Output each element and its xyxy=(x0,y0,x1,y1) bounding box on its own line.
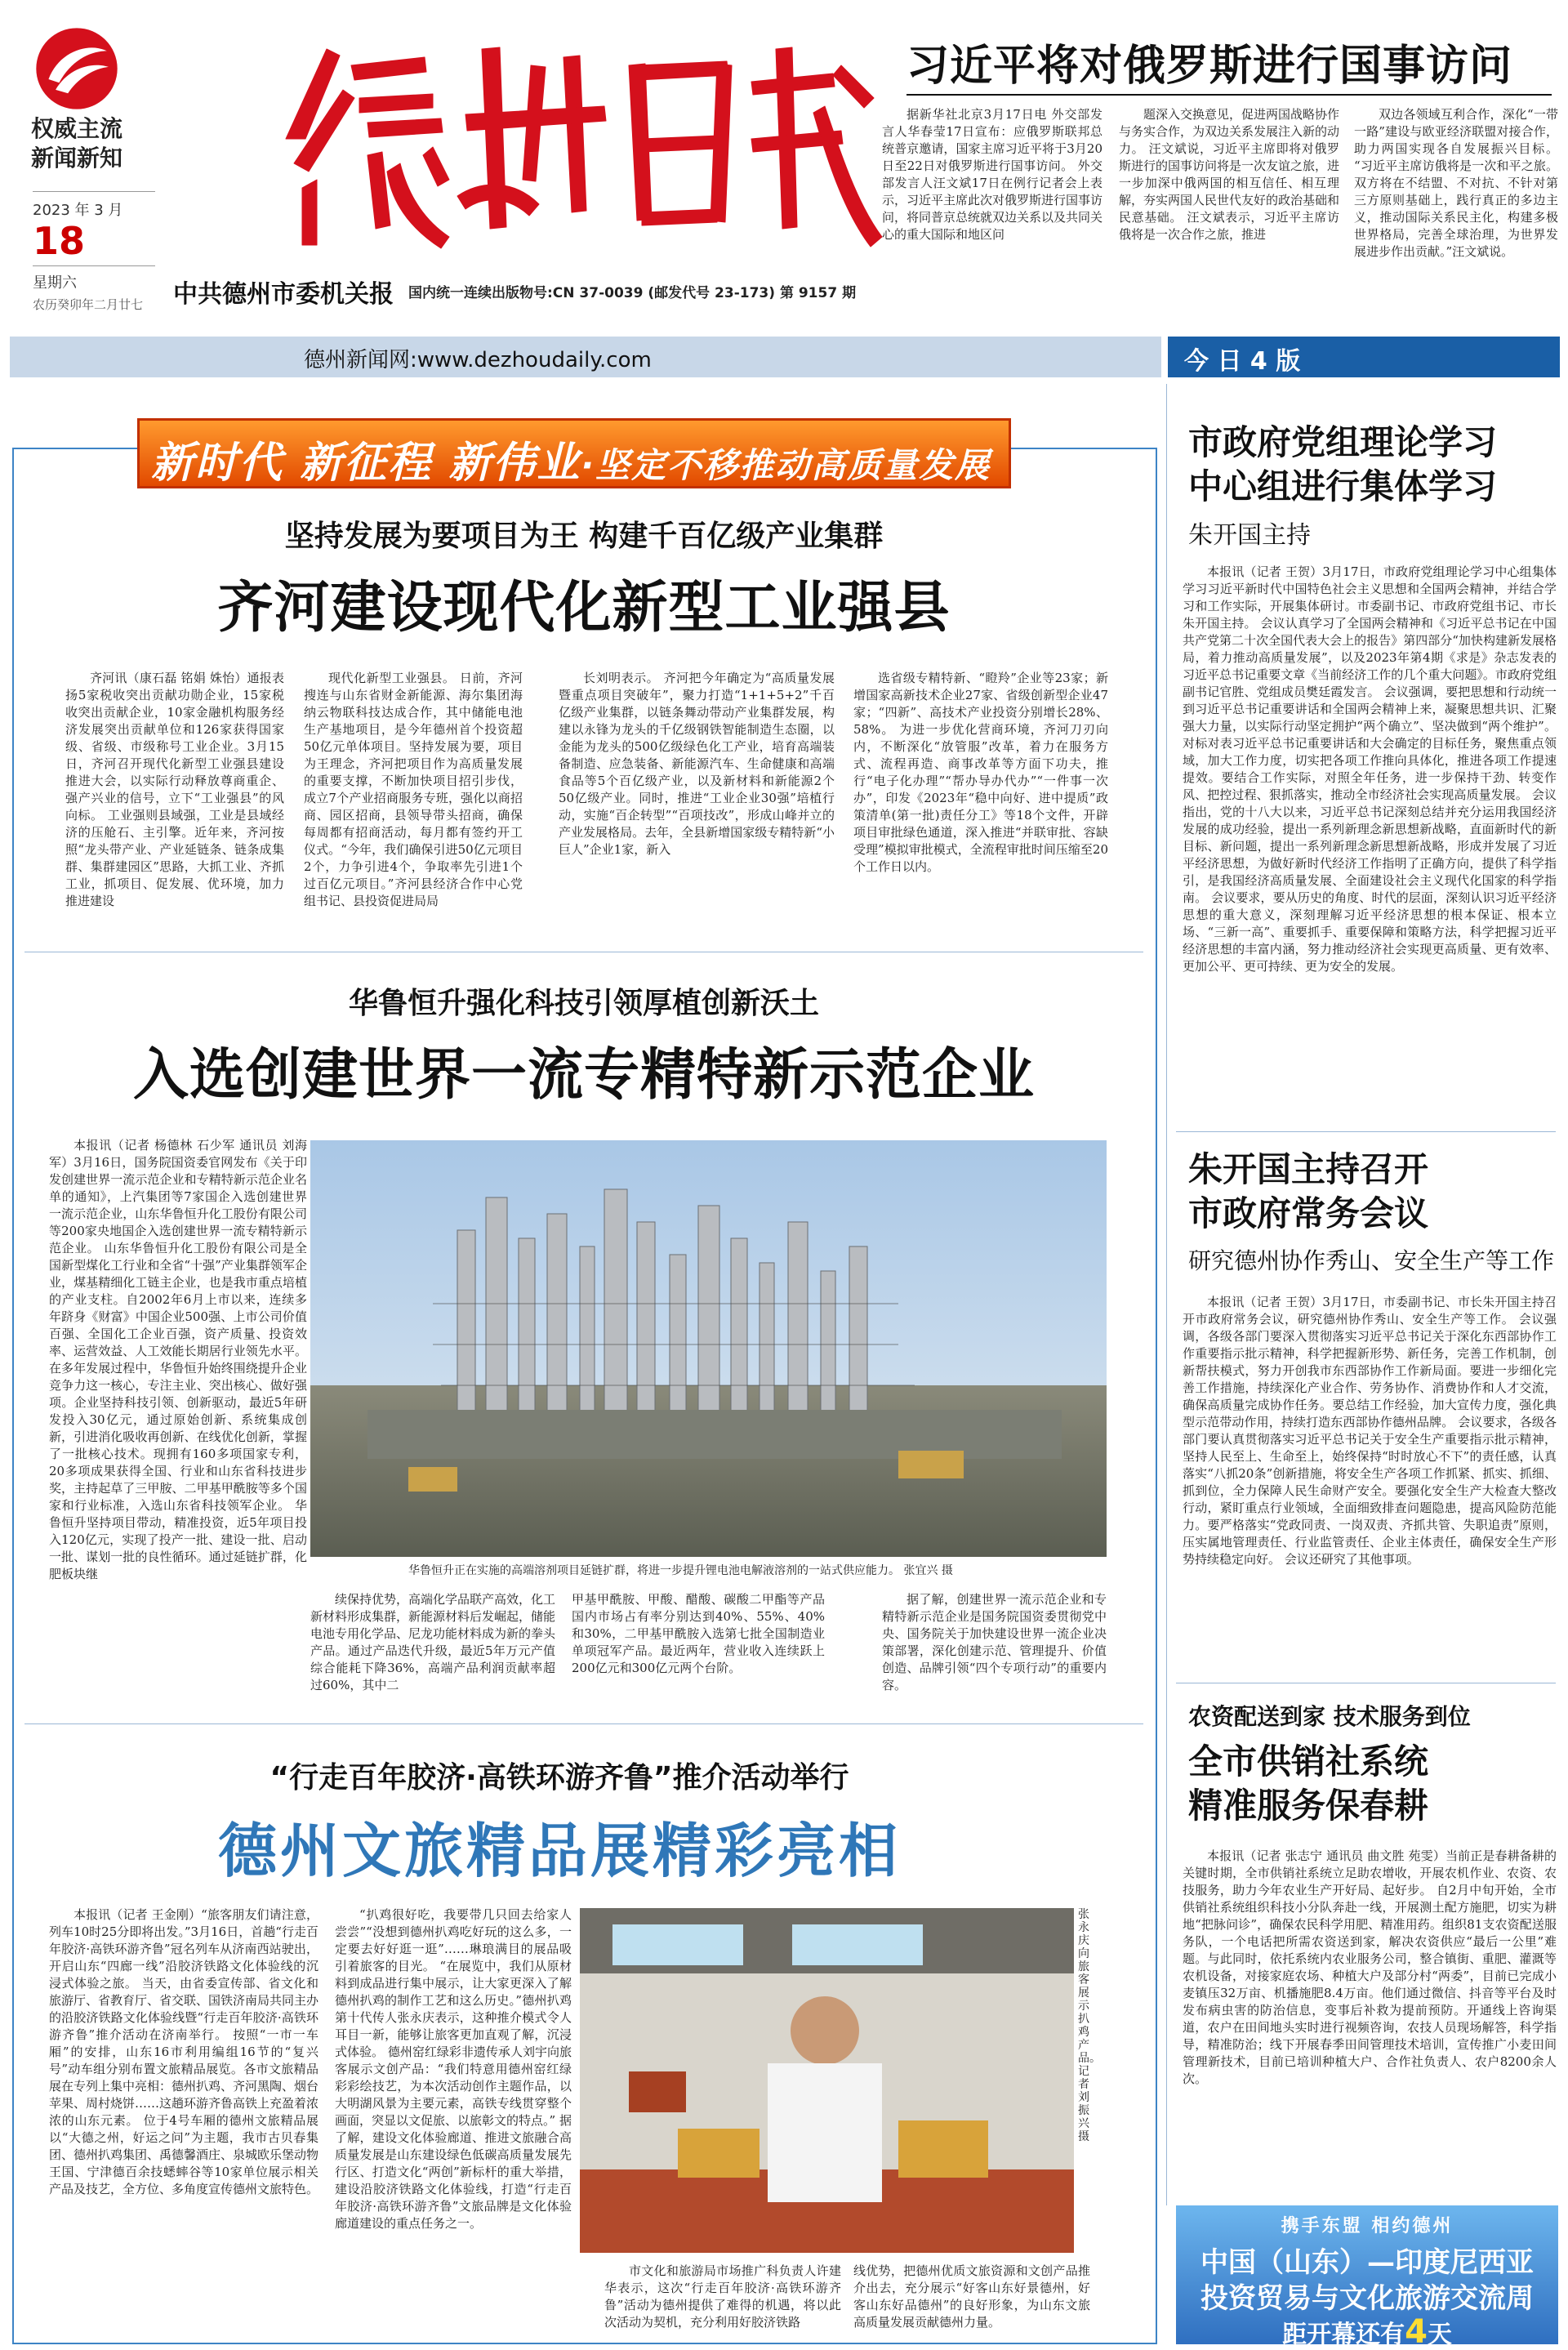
story3-headline: 德州文旅精品展精彩亮相 xyxy=(217,1817,901,1885)
r2-headline: 朱开国主持召开 市政府常务会议 xyxy=(1188,1149,1429,1233)
story2-col-3: 甲基甲酰胺、甲酸、醋酸、碳酸二甲酯等产品国内市场占有率分别达到40%、55%、40%和30%，二甲基甲酰胺入选第七批全国制造业单项冠军产品。最近两年，营业收入连续跃上200亿元和300亿元两个台阶。 xyxy=(572,1592,825,1675)
chemical-plant-photo xyxy=(310,1140,1107,1557)
r2-sub: 研究德州协作秀山、安全生产等工作 xyxy=(1188,1247,1555,1274)
issue-day: 18 xyxy=(33,220,155,266)
story1-col-2: 现代化新型工业强县。 日前，齐河搜连与山东省财金新能源、海尔集团海纳云物联科技达成合作，其中储能电池生产基地项目，是今年德州首个投资超50亿元单体项目。坚持发展为要，项目为王理念，齐河把项目作为高质量发展的重要支撑，不断加快项目招引步伐，成立7个产业招商服务专班，强化以商招商、园区招商，县领导带头招商，确保每周都有招商活动，每月都有签约开工仪式。“今年，我们确保引进50亿元项目2个，力争引进4个，争取率先引进1个过百亿元项目。”齐河县经济合作中心党组书记、县投资促进局局 xyxy=(304,671,523,908)
paper-issn: 国内统一连续出版物号:CN 37-0039 (邮发代号 23-173) 第 9157 期 xyxy=(408,285,857,301)
masthead-slogan: 权威主流 新闻新知 xyxy=(31,115,123,172)
top-story-col-2: 题深入交换意见，促进两国战略协作与务实合作，为双边关系发展注入新的动力。 汪文斌说，习近平主席即将对俄罗斯进行的国事访问将是一次友谊之旅，进一步加深中俄两国的相互信任、相互理解，夯实两国人民世代友好的政治基础和民意基础。 汪文斌表示，习近平主席访俄将是一次合作之旅，推进 xyxy=(1119,107,1339,242)
right-col-divider xyxy=(1166,384,1167,2205)
story2-headline: 入选创建世界一流专精特新示范企业 xyxy=(132,1043,1035,1108)
issue-date xyxy=(33,191,155,313)
ad-countdown: 距开幕还有4天 xyxy=(1282,2313,1452,2350)
story3-col-3: 市文化和旅游局市场推广科负责人许建华表示，这次“行走百年胶济·高铁环游齐鲁”活动为德州提供了难得的机遇，将以此次活动为契机，充分利用好胶济铁路 xyxy=(604,2263,841,2330)
paper-organ: 中共德州市委机关报 xyxy=(173,280,394,309)
ad-line-2: 中国（山东）—印度尼西亚 xyxy=(1200,2246,1534,2279)
r1-sub: 朱开国主持 xyxy=(1188,521,1311,550)
story3-col-4: 线优势，把德州优质文旅资源和文创产品推介出去，充分展示“好客山东好景德州，好客山东好品德州”的良好形象，为山东文旅高质量发展贡献德州力量。 xyxy=(853,2263,1090,2330)
story1-col-3: 长刘明表示。 齐河把今年确定为“高质量发展暨重点项目突破年”，聚力打造“1+1+5+2”千百亿级产业集群，以链条舞动带动产业集群发展，构建以永锋为龙头的千亿级钢铁智能制造生态圈，以金能为龙头的500亿级绿色化工产业，培育高端装备制造、应急装备、新能源汽车、生命健康和高端食品等5个百亿级产业，以及新材料和新能源2个50亿级产业。同时，推进“工业企业30强”培植行动，实施“百企转型”“百项技改”，形成山峰并立的产业发展格局。去年，全县新增国家级专精特新“小巨人”企业1家，新入 xyxy=(559,671,835,857)
r3-headline: 全市供销社系统 精准服务保春耕 xyxy=(1188,1741,1429,1826)
issue-lunar-date: 农历癸卯年二月廿七 xyxy=(33,297,144,312)
r3-body: 本报讯（记者 张志宁 通讯员 曲文胜 苑雯）当前正是春耕备耕的关键时期，全市供销社系统立足助农增收，开展农机作业、农资、农技服务，助力今年农业生产开好局、起好步。 自2月中旬开始，全市供销社系统组织科技小分队奔赴一线，开展测土配方施肥，切实为耕地“把脉问诊”，确保农民科学用肥、精准用药。组织81支农资配送服务队，一个电话把所需农资送到家，解决农资供应“最后一公里”难题。与此同时，依托系统内农业服务公司，整合镇街、重肥、灌溉等农机设备，对接家庭农场、种植大户及部分村“两委”，目前已完成小麦镇压32万亩、机播施肥8.4万亩。他们通过微信、抖音等平台及时发布病虫害的防治信息，变事后补救为提前预防。开通线上咨询渠道，农户在田间地头实时进行视频咨询，农技人员现场解答，科学指导，精准防治；线下开展春季田间管理技术培训，宣传推广小麦田间管理新技术，目前已培训种植大户、合作社负责人、农户8200余人次。 xyxy=(1183,1848,1557,2086)
story2-col-4: 据了解，创建世界一流示范企业和专精特新示范企业是国务院国资委贯彻党中央、国务院关于加快建设世界一流企业决策部署，深化创建示范、管理提升、价值创造、品牌引领“四个专项行动”的重要内容。 xyxy=(882,1592,1107,1692)
slogan-banner-text: 新时代 新征程 新伟业·坚定不移推动高质量发展 xyxy=(151,439,991,488)
today-pages-label: 今 日 4 版 xyxy=(1184,347,1301,376)
story3-col-1: 本报讯（记者 王金刚）“旅客朋友们请注意，列车10时25分即将出发。”3月16日，首趟“行走百年胶济·高铁环游齐鲁”冠名列车从济南西站驶出，开启山东“四廊一线”沿胶济铁路文化体验线的沉浸式体验之旅。 当天，由省委宣传部、省文化和旅游厅、省教育厅、省交联、国铁济南局共同主办的沿胶济铁路文化体验线暨“行走百年胶济·高铁环游齐鲁”推介活动在济南举行。 按照“一市一车厢”的安排，山东16市利用编组16节的“复兴号”动车组分别布置文旅精品展览。各市文旅精品展在专列上集中亮相：德州扒鸡、齐河黑陶、烟台苹果、周村烧饼……这趟环游齐鲁高铁上充盈着浓浓的山东元素。 位于4号车厢的德州文旅精品展以“大德之州，好运之问”为主题，我市古贝春集团、德州扒鸡集团、禹德馨酒庄、泉城欧乐堡动物王国、宁津德百余技蟋蟀谷等10家单位展示相关产品及技艺，全方位、多角度宣传德州文旅特色。 xyxy=(49,1907,318,2196)
ad-line-1: 携手东盟 相约德州 xyxy=(1281,2216,1454,2236)
r1-body: 本报讯（记者 王贺）3月17日，市政府党组理论学习中心组集体学习习近平新时代中国特色社会主义思想和全国两会精神，并结合学习和工作实际，开展集体研讨。市委副书记、市政府党组书记、市长朱开国主持。 会议认真学习了全国两会精神和《习近平总书记在中国共产党第二十次全国代表大会上的报告》第四部分“加快构建新发展格局，着力推动高质量发展”，以及2023年第4期《求是》杂志发表的习近平总书记重要文章《当前经济工作的几个重大问题》。市政府党组副书记官胜、党组成员樊廷霞发言。 会议强调，要把思想和行动统一到习近平总书记重要讲话和全国两会精神上来，凝聚思想共识、汇聚强大力量，以实际行动坚定拥护“两个确立”、坚决做到“两个维护”。对标对表习近平总书记重要讲话和大会确定的目标任务，聚焦重点领域，加大工作力度，切实把各项工作推向具体化，推进各项工作提速提效。要结合工作实际，对照全年任务，进一步保持干劲、转变作风、把控过程、狠抓落实，推动全市经济社会实现高质量发展。 会议指出，党的十八大以来，习近平总书记深刻总结并充分运用我国经济发展的成功经验，提出一系列新理念新思想新战略，直面新时代的新目标、新问题，提出一系列新理念新思想新战略，形成并发展了习近平经济思想，为做好新时代经济工作指明了正确方向，提供了科学指引，是我国经济高质量发展、全面建设社会主义现代化国家的科学指南。 会议要求，要从历史的角度、时代的层面，深刻认识习近平经济思想的重大意义，深刻理解习近平经济思想的根本保证、根本立场、“三新一高”、重要抓手、重要保障和策略方法，科学把握习近平经济思想的丰富内涵，努力推动经济社会实现更高质量、更有效率、更加公平、更可持续、更为安全的发展。 xyxy=(1183,564,1557,974)
top-story-rule xyxy=(906,94,1552,96)
top-story-headline: 习近平将对俄罗斯进行国事访问 xyxy=(906,42,1513,91)
website-link[interactable]: 德州新闻网:www.dezhoudaily.com xyxy=(304,348,652,372)
story1-kicker: 坚持发展为要项目为王 构建千百亿级产业集群 xyxy=(284,519,884,553)
top-story-col-1: 据新华社北京3月17日电 外交部发言人华春莹17日宣布：应俄罗斯联邦总统普京邀请，国家主席习近平将于3月20日至22日对俄罗斯进行国事访问。 外交部发言人汪文斌17日在例行记者会上表示，习近平主席此次对俄罗斯进行国事访问，将同普京总统就双边关系以及共同关心的重大国际和地区问 xyxy=(882,107,1102,242)
story3-kicker: “行走百年胶济·高铁环游齐鲁”推介活动举行 xyxy=(270,1761,849,1795)
r1-divider xyxy=(1176,1131,1556,1132)
top-story-col-3: 双边各领域互利合作，深化“一带一路”建设与欧亚经济联盟对接合作，助力两国实现各自发展振兴目标。 “习近平主席访俄将是一次和平之旅。双方将在不结盟、不对抗、不针对第三方原则基础上，践行真正的多边主义，推动国际关系民主化，构建多极世界格局，完善全球治理，为世界发展进步作出贡献。”汪文斌说。 xyxy=(1354,107,1558,259)
r1-headline: 市政府党组理论学习 中心组进行集体学习 xyxy=(1188,422,1498,506)
exhibition-photo xyxy=(580,1908,1074,2253)
plant-photo-caption: 华鲁恒升正在实施的高端溶剂项目延链扩群，将进一步提升锂电池电解液溶剂的一站式供应能力。 张宜兴 摄 xyxy=(408,1564,953,1577)
r2-body: 本报讯（记者 王贺）3月17日，市委副书记、市长朱开国主持召开市政府常务会议，研究德州协作秀山、安全生产等工作。 会议强调，各级各部门要深入贯彻落实习近平总书记关于深化东西部协作工作重要指示批示精神，科学把握新形势、新任务，完善工作机制，创新帮扶模式，努力开创我市东西部协作工作新局面。要进一步细化完善工作措施，持续深化产业合作、劳务协作、消费协作和人才交流，确保高质量完成协作任务。要总结工作经验，加大宣传力度，强化典型示范带动作用，持续打造东西部协作德州品牌。 会议要求，各级各部门要认真贯彻落实习近平总书记关于安全生产重要指示批示精神，坚持人民至上、生命至上，始终保持“时时放心不下”的责任感，认真落实“八抓20条”创新措施，将安全生产各项工作抓紧、抓实、抓细、抓到位，全力保障人民生命财产安全。要强化安全生产大检查大整改行动，紧盯重点行业领域，全面细致排查问题隐患，提高风险防范能力。要严格落实“党政同责、一岗双责、齐抓共管、失职追责”原则，压实属地管理责任、行业监管责任、企业主体责任，确保安全生产形势持续稳定向好。 会议还研究了其他事项。 xyxy=(1183,1295,1557,1567)
story2-lead: 本报讯（记者 杨德林 石少军 通讯员 刘海军）3月16日，国务院国资委官网发布《关于印发创建世界一流示范企业和专精特新示范企业名单的通知》，上汽集团等7家国企入选创建世界一流示范企业，山东华鲁恒升化工股份有限公司等200家央地国企入选创建世界一流专精特新示范企业。 山东华鲁恒升化工股份有限公司是全国新型煤化工行业和全省“十强”产业集群领军企业，煤基精细化工链主企业，也是我市重点培植的产业支柱。自2002年6月上市以来，连续多年跻身《财富》中国企业500强、上市公司价值百强、全国化工企业百强，资产质量、投资效率、运营效益、人工效能长期居行业领先水平。 在多年发展过程中，华鲁恒升始终围绕提升企业竞争力这一核心，专注主业、突出核心、做好强项。企业坚持科技引领、创新驱动，最近5年研发投入30亿元，通过原始创新、系统集成创新，引进消化吸收再创新、在线优化创新，掌握了一批核心技术。现拥有160多项国家专利，20多项成果获得全国、行业和山东省科技进步奖，主持起草了三甲胺、二甲基甲酰胺等多个国家和行业标准，入选山东省科技领军企业。 华鲁恒升坚持项目带动，精准投资，近5年项目投入120亿元，实现了投产一批、建设一批、启动一批、谋划一批的良性循环。通过延链扩群，化肥板块继 xyxy=(49,1138,307,1581)
issue-year-month: 2023 年 3 月 xyxy=(33,202,123,219)
r3-kicker: 农资配送到家 技术服务到位 xyxy=(1188,1703,1471,1730)
paper-logo-icon xyxy=(33,25,121,113)
story1-col-4: 选省级专精特新、“瞪羚”企业等23家；新增国家高新技术企业27家、省级创新型企业47家；“四新”、高技术产业投资分别增长28%、58%。 为进一步优化营商环境，齐河刀刃向内，不断深化“放管服”改革，着力在服务方式、流程再造、商事改革等方面下功夫，推行“电子化办理”“帮办导办代办”“一件事一次办”，印发《2023年“稳中向好、进中提质”政策清单(第一批)责任分工》等18个文件，开辟项目审批绿色通道，深入推进“并联审批、容缺受理”模拟审批模式，全流程审批时间压缩至20个工作日以内。 xyxy=(853,671,1108,874)
story2-kicker: 华鲁恒升强化科技引领厚植创新沃土 xyxy=(348,987,819,1020)
issue-weekday: 星期六 xyxy=(33,274,77,292)
ad-line-3: 投资贸易与文化旅游交流周 xyxy=(1200,2282,1534,2315)
exhibition-photo-caption: 张永庆向旅客展示扒鸡产品。 记者 刘振兴 摄 xyxy=(1078,1908,1101,2143)
story2-col-2: 续保持优势，高端化学品联产高效，化工新材料形成集群，新能源材料后发崛起，储能电池专用化学品、尼龙功能材料成为新的拳头产品。通过产品迭代升级，最近5年万元产值综合能耗下降36%，高端产品利润贡献率超过60%，其中二 xyxy=(310,1592,555,1692)
story3-col-2: “扒鸡很好吃，我要带几只回去给家人尝尝”“没想到德州扒鸡吃好玩的这么多，一定要去好好逛一逛”……琳琅满目的展品吸引着旅客的目光。 “在展览中，我们从原材料到成品进行集中展示，让大家更深入了解德州扒鸡的制作工艺和这么历史。”德州扒鸡第十代传人张永庆表示，这种推介模式令人耳目一新，能够让旅客更加直观了解，沉浸式体验。 德州窑红绿彩非遗传承人刘宇向旅客展示文创产品：“我们特意用德州窑红绿彩彩绘技艺，为本次活动创作主题作品，以大明湖风景为主要元素，高铁专线贯穿整个画面，突显以文促旅、以旅彰文的特点。” 据了解，建设文化体验廊道、推进文旅融合高质量发展是山东建设绿色低碳高质量发展先行区、打造文化“两创”新标杆的重大举措，建设沿胶济铁路文化体验线，打造“行走百年胶济·高铁环游齐鲁”文旅品牌是文化体验廊道建设的重点任务之一。 xyxy=(335,1907,572,2231)
paper-name-logo xyxy=(270,16,890,261)
story2-divider xyxy=(24,1723,1143,1724)
story1-col-1: 齐河讯（康石磊 铭娟 姝怡）通报表扬5家税收突出贡献功勋企业，15家税收突出贡献企业，10家金融机构服务经济发展突出贡献单位和126家获得国家级、省级、市级称号工业企业。3月15日，齐河召开现代化新型工业强县建设推进大会，以实际行动释放尊商重企、强产兴业的信号，立下“工业强县”的风向标。 工业强则县域强，工业是县域经济的压舱石、主引擎。近年来，齐河按照“龙头带产业、产业延链条、链条成集群、集群建园区”思路，大抓工业、齐抓工业，抓项目、促发展、优环境，加力推进建设 xyxy=(65,671,284,908)
story1-headline: 齐河建设现代化新型工业强县 xyxy=(217,576,951,640)
